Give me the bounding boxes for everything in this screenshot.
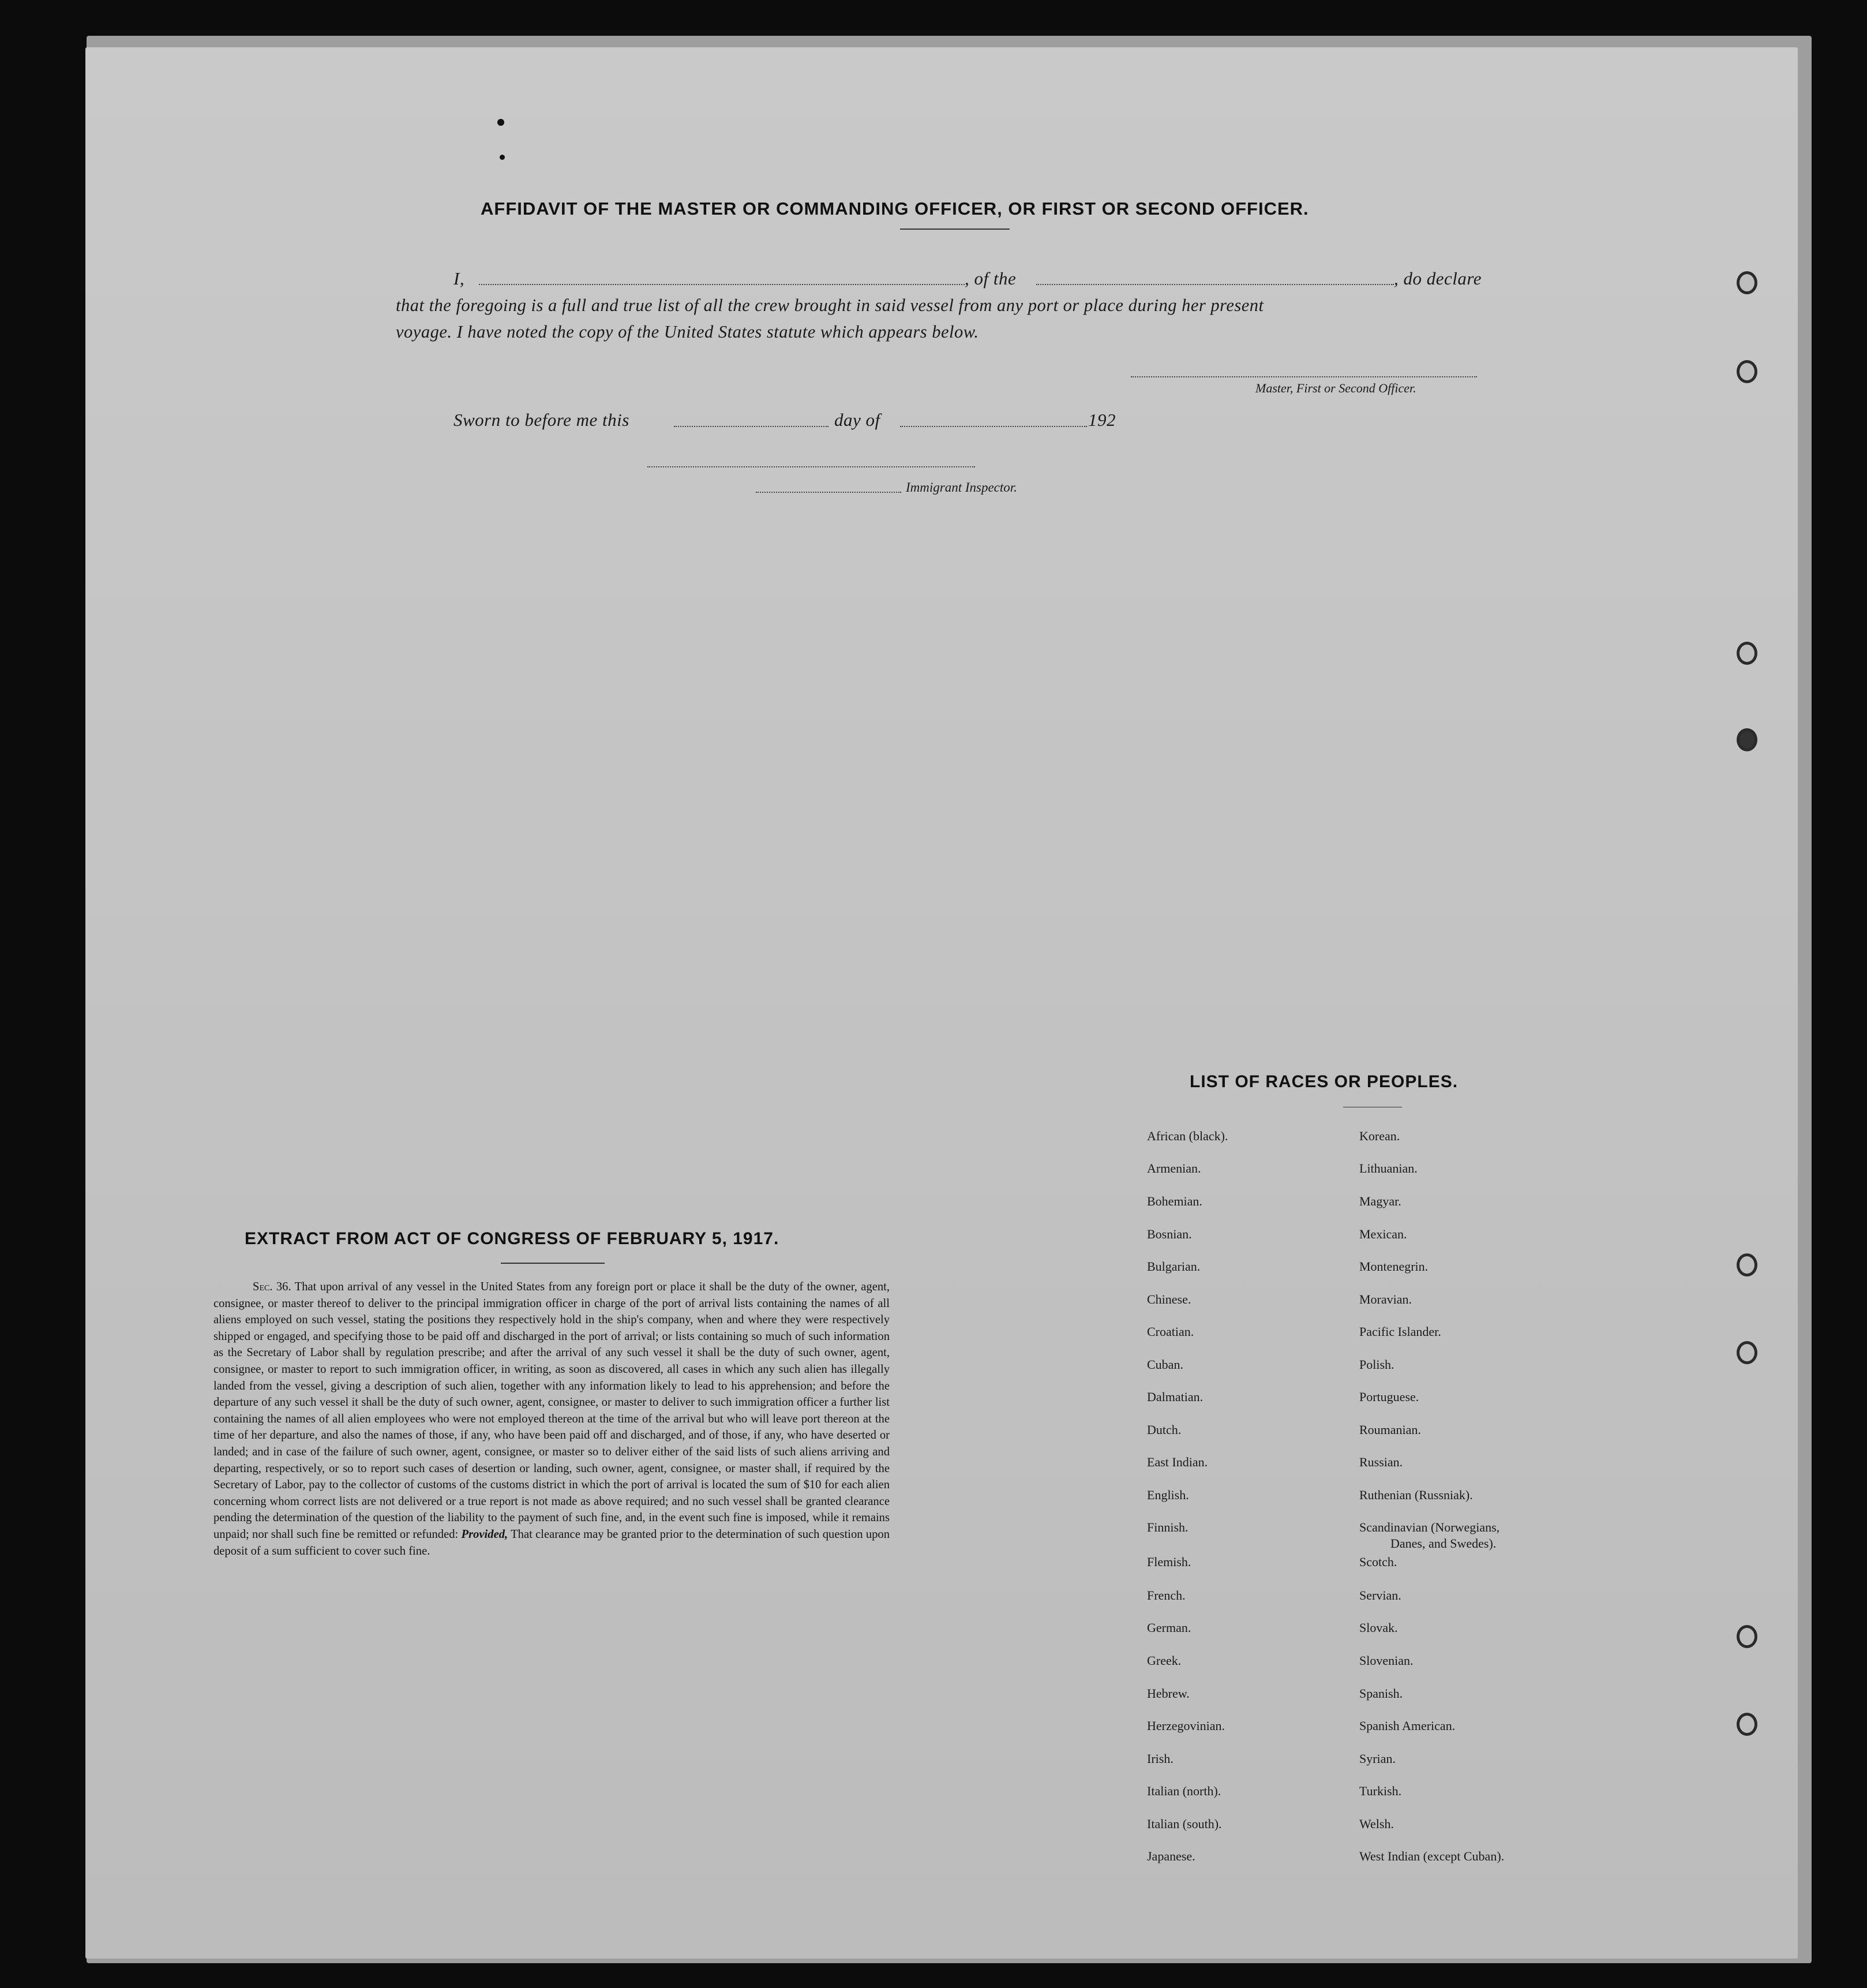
races-heading: LIST OF RACES OR PEOPLES. (1190, 1072, 1459, 1091)
race-item: Flemish. (1147, 1555, 1191, 1569)
race-item: African (black). (1147, 1129, 1228, 1143)
section-tail: That clearance may be granted prior to the determination of such question upon deposit of a sum sufficient to cover such fine. (213, 1527, 890, 1558)
binder-hole (1737, 1713, 1757, 1736)
race-item: Pacific Islander. (1359, 1324, 1441, 1339)
sworn-day-of: day of (834, 410, 880, 430)
race-item: Magyar. (1359, 1194, 1401, 1208)
race-item: Montenegrin. (1359, 1259, 1429, 1274)
affidavit-i: I, (453, 268, 465, 289)
section-text: That upon arrival of any vessel in the United States from any foreign port or place it shall be the duty of the owner, agent, consignee, or master thereof to deliver to the principal immigration officer in charge of the port of arrival lists containing the names of all aliens employed on such vessel, stating the positions they respectively hold in the ship's company, when and where they were respectively shipped or engaged, and specifying those to be paid off and discharged in the port of arrival; or lists containing so much of such information as the Secretary of Labor shall by regulation prescribe; and after the arrival of any such vessel it shall be the duty of such owner, agent, consignee, or master to report to such immigration officer, in writing, as soon as discovered, all cases in which any such alien has illegally landed from the vessel, giving a description of such alien, together with any information likely to lead to his apprehension; and before the departure of any such vessel it shall be the duty of such owner, agent, consignee, or master to deliver to such immigration officer a further list containing the names of all alien employees who were not employed thereon at the time of the arrival but who will leave port thereon at the time of her departure, and also the names of those, if any, who have been paid off and discharged, and of those, if any, who have deserted or landed; and in case of the failure of such owner, agent, consignee, or master so to deliver either of the said lists of such aliens arriving and departing, respectively, or so to report such cases of desertion or landing, such owner, agent, consignee, or master shall, if required by the Secretary of Labor, pay to the collector of customs of the customs district in which the port of arrival is located the sum of $10 for each alien concerning whom correct lists are not delivered or a true report is not made as above required; and no such vessel shall be granted clearance pending the determination of the question of the liability to the payment of such fine, and, in the event such fine is imposed, while it remains unpaid; nor shall such fine be remitted or refunded: (213, 1281, 890, 1541)
race-item: Dutch. (1147, 1422, 1182, 1437)
race-item: Greek. (1147, 1653, 1182, 1668)
race-item: West Indian (except Cuban). (1359, 1849, 1505, 1863)
race-item: English. (1147, 1488, 1189, 1502)
ink-dot (497, 119, 504, 126)
race-item: Spanish. (1359, 1686, 1403, 1701)
ink-dot (500, 155, 505, 160)
race-item: Cuban. (1147, 1357, 1183, 1372)
race-item: Irish. (1147, 1751, 1174, 1766)
race-item: Ruthenian (Russniak). (1359, 1488, 1473, 1502)
inspector-signature-blank[interactable] (647, 466, 975, 467)
heading-underline (900, 229, 1010, 230)
race-item: Finnish. (1147, 1520, 1189, 1534)
race-item: Turkish. (1359, 1784, 1402, 1798)
affidavit-do-declare: , do declare (1394, 268, 1482, 289)
affidavit-heading: AFFIDAVIT OF THE MASTER OR COMMANDING OFFICER, OR FIRST OR SECOND OFFICER. (481, 199, 1309, 219)
race-item: Mexican. (1359, 1227, 1407, 1241)
race-item: Herzegovinian. (1147, 1719, 1225, 1733)
name-blank[interactable] (479, 284, 965, 285)
race-item: Welsh. (1359, 1817, 1394, 1831)
race-item: Italian (north). (1147, 1784, 1221, 1798)
race-item: Portuguese. (1359, 1390, 1419, 1404)
binder-hole (1737, 1625, 1757, 1648)
race-item-continuation: Danes, and Swedes). (1390, 1536, 1497, 1551)
race-item: Slovenian. (1359, 1653, 1414, 1668)
signature-blank[interactable] (1131, 376, 1477, 377)
binder-hole (1737, 360, 1757, 383)
race-item: Moravian. (1359, 1292, 1412, 1306)
race-item: Hebrew. (1147, 1686, 1190, 1701)
binder-hole (1737, 1341, 1757, 1364)
race-item: German. (1147, 1620, 1191, 1635)
sworn-day-blank[interactable] (674, 426, 828, 427)
binder-hole (1737, 1253, 1757, 1276)
sworn-year: 192 (1088, 410, 1116, 430)
race-item: Chinese. (1147, 1292, 1191, 1306)
race-item: Armenian. (1147, 1161, 1201, 1175)
race-item: East Indian. (1147, 1455, 1208, 1469)
inspector-name-blank[interactable] (756, 492, 901, 493)
affidavit-line-3: voyage. I have noted the copy of the United States statute which appears below. (396, 322, 979, 342)
provided-word: Provided, (461, 1527, 508, 1541)
race-item: Syrian. (1359, 1751, 1396, 1766)
signature-label: Master, First or Second Officer. (1255, 381, 1416, 395)
race-item: Spanish American. (1359, 1719, 1456, 1733)
extract-underline (501, 1263, 605, 1264)
race-item: Italian (south). (1147, 1817, 1222, 1831)
affidavit-of-the: , of the (965, 268, 1017, 289)
inspector-label: Immigrant Inspector. (906, 480, 1017, 495)
vessel-blank[interactable] (1036, 284, 1394, 285)
race-item: Scotch. (1359, 1555, 1397, 1569)
race-item: Croatian. (1147, 1324, 1194, 1339)
sworn-prefix: Sworn to before me this (453, 410, 629, 430)
race-item: Slovak. (1359, 1620, 1398, 1635)
race-item: Russian. (1359, 1455, 1403, 1469)
sworn-month-blank[interactable] (900, 426, 1087, 427)
affidavit-line-2: that the foregoing is a full and true list of all the crew brought in said vessel from any port or place during her present (396, 295, 1264, 315)
race-item: Dalmatian. (1147, 1390, 1204, 1404)
race-item: Korean. (1359, 1129, 1400, 1143)
race-item: French. (1147, 1588, 1186, 1603)
section-label: Sec. 36. (253, 1281, 291, 1293)
race-item: Roumanian. (1359, 1422, 1421, 1437)
race-item: Bulgarian. (1147, 1259, 1201, 1274)
race-item: Scandinavian (Norwegians, (1359, 1520, 1500, 1534)
race-item: Polish. (1359, 1357, 1394, 1372)
extract-body (213, 1279, 890, 1559)
extract-heading: EXTRACT FROM ACT OF CONGRESS OF FEBRUARY 5, 1917. (245, 1229, 779, 1248)
binder-hole (1737, 728, 1757, 751)
race-item: Japanese. (1147, 1849, 1195, 1863)
race-item: Bosnian. (1147, 1227, 1192, 1241)
race-item: Servian. (1359, 1588, 1401, 1603)
race-item: Lithuanian. (1359, 1161, 1418, 1175)
binder-hole (1737, 271, 1757, 294)
race-item: Bohemian. (1147, 1194, 1202, 1208)
binder-hole (1737, 642, 1757, 665)
